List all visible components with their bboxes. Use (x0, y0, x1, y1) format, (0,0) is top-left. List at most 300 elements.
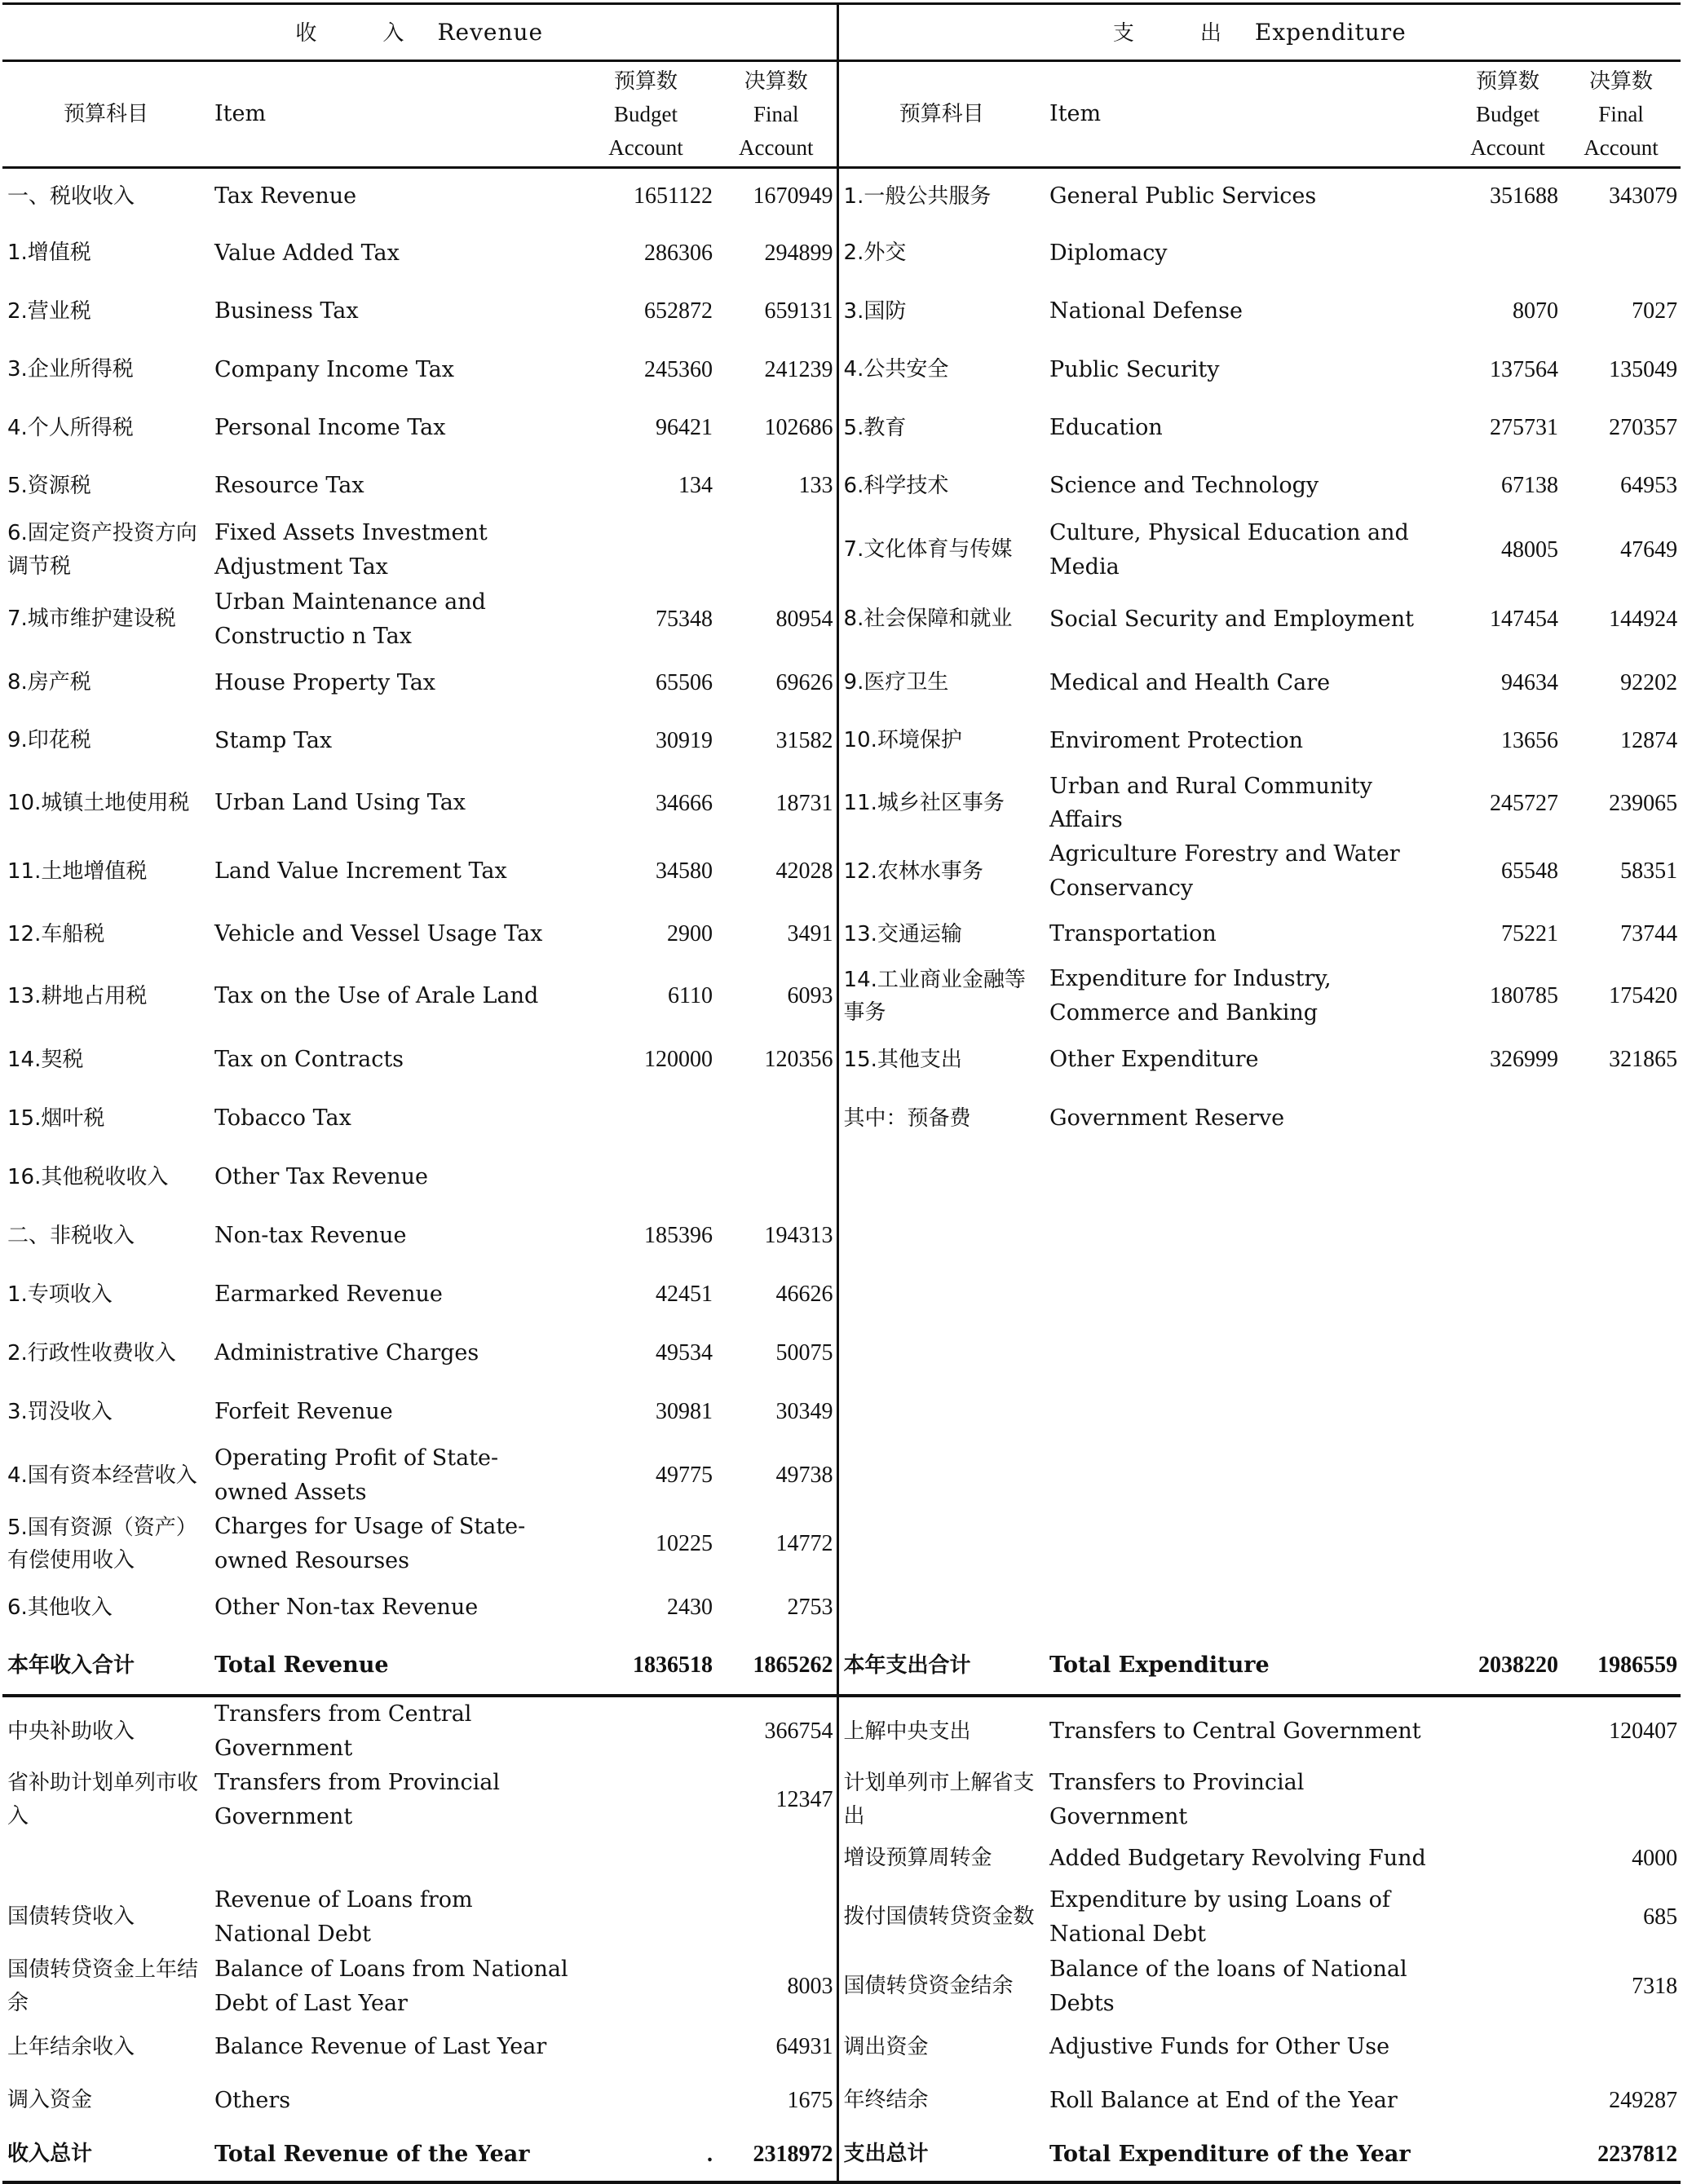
rev-budget: 75348 (656, 606, 713, 632)
exp-budget (1454, 1766, 1562, 1834)
exp-final: 64953 (1620, 473, 1678, 499)
exp-item-en: Medical and Health Care (1049, 669, 1331, 695)
rev-final: 2318972 (716, 2129, 837, 2182)
expenditure-col-budget (1454, 61, 1562, 168)
rev-budget: 49534 (656, 1340, 713, 1366)
exp-budget (1454, 1578, 1562, 1637)
exp-item-cn: 12.农林水事务 (843, 859, 983, 885)
exp-final: 1986559 (1562, 1637, 1681, 1696)
exp-budget (1454, 1952, 1562, 2022)
table-row (2, 1441, 1681, 1510)
rev-final: 42028 (716, 837, 837, 906)
exp-final (1562, 1207, 1681, 1265)
rev-item-en: Land Value Increment Tax (214, 858, 507, 885)
exp-item-cn: 7.文化体育与传媒 (843, 537, 1013, 563)
exp-item-en: Added Budgetary Revolving Fund (1049, 1845, 1426, 1871)
exp-item-cn: 5.教育 (843, 415, 907, 440)
exp-final: 4000 (1632, 1845, 1678, 1871)
rev-item-cn: 10.城镇土地使用税 (7, 791, 190, 816)
rev-item-cn: 8.房产税 (7, 670, 91, 695)
exp-budget: 67138 (1501, 473, 1559, 499)
exp-item-en: Science and Technology (1049, 473, 1319, 499)
exp-item-en: Diplomacy (1049, 240, 1168, 266)
rev-item-cn: 4.国有资本经营收入 (7, 1463, 197, 1489)
exp-item-en (1045, 1510, 1454, 1578)
exp-budget: 8070 (1513, 298, 1559, 324)
exp-item-en: Government Reserve (1049, 1105, 1285, 1132)
rev-item-en: House Property Tax (214, 669, 436, 695)
exp-final: 249287 (1609, 2087, 1678, 2113)
table-row (2, 837, 1681, 906)
exp-item-cn: 支出总计 (837, 2129, 1045, 2182)
revenue-col-final-en2: Account (739, 135, 814, 160)
exp-item-cn: 10.环境保护 (843, 728, 962, 753)
rev-final: 31582 (716, 713, 837, 770)
exp-item-en: Expenditure for Industry, Commerce and Banking (1049, 966, 1332, 1026)
rev-item-cn: 二、非税收入 (7, 1224, 135, 1249)
exp-final (1562, 224, 1681, 283)
exp-final: 73744 (1620, 920, 1678, 946)
rev-budget (576, 1883, 716, 1952)
rev-item-cn: 3.罚没收入 (7, 1400, 113, 1425)
exp-budget (1454, 1324, 1562, 1383)
exp-final: 47649 (1620, 536, 1678, 563)
exp-item-cn (837, 1324, 1045, 1383)
rev-budget: 30981 (656, 1399, 713, 1425)
exp-final: 2237812 (1562, 2129, 1681, 2182)
table-row (2, 1148, 1681, 1207)
rev-item-en: Charges for Usage of State-owned Resourses (214, 1514, 526, 1574)
revenue-col-budget (576, 61, 716, 168)
exp-item-en: Total Expenditure of the Year (1045, 2129, 1454, 2182)
rev-item-cn: 1.增值税 (7, 240, 91, 266)
transfer-row (2, 1834, 1681, 1883)
exp-final (1562, 1324, 1681, 1383)
rev-budget: 286306 (644, 240, 713, 266)
rev-final: 6093 (716, 962, 837, 1030)
table-row (2, 1265, 1681, 1324)
rev-budget: 34666 (656, 790, 713, 816)
exp-budget: 147454 (1490, 606, 1559, 632)
exp-item-cn: 国债转贷资金结余 (843, 1974, 1014, 1999)
rev-item-cn: 5.国有资源（资产）有偿使用收入 (7, 1515, 197, 1573)
rev-budget: 2900 (667, 920, 713, 946)
rev-item-cn: 省补助计划单列市收入 (7, 1771, 199, 1829)
table-row (2, 770, 1681, 838)
rev-budget (576, 1952, 716, 2022)
revenue-col-final-cn: 决算数 (744, 69, 808, 94)
exp-final: 120407 (1609, 1719, 1678, 1745)
rev-final: 659131 (716, 283, 837, 341)
exp-item-en: General Public Services (1049, 183, 1317, 209)
transfer-row (2, 2022, 1681, 2073)
rev-final: 30349 (716, 1383, 837, 1441)
rev-item-en: Other Non-tax Revenue (214, 1595, 479, 1621)
rev-item-en: Administrative Charges (214, 1340, 479, 1366)
exp-final (1562, 1383, 1681, 1441)
rev-final: 50075 (716, 1324, 837, 1383)
rev-item-cn: 6.其他收入 (7, 1595, 113, 1621)
expenditure-title-en: Expenditure (1254, 18, 1407, 46)
rev-budget: 2430 (667, 1595, 713, 1621)
rev-item-en: Business Tax (214, 298, 359, 324)
exp-item-cn: 调出资金 (843, 2034, 929, 2059)
rev-item-en: Tax on Contracts (214, 1047, 404, 1073)
rev-item-en: Revenue of Loans from National Debt (214, 1886, 473, 1947)
table-row (2, 713, 1681, 770)
exp-budget (1454, 224, 1562, 283)
exp-budget (1454, 1441, 1562, 1510)
rev-budget: 185396 (644, 1223, 713, 1249)
exp-item-cn: 9.医疗卫生 (843, 670, 949, 695)
rev-budget: 49775 (656, 1463, 713, 1489)
exp-item-cn: 8.社会保障和就业 (843, 607, 1013, 632)
rev-item-cn: 国债转贷收入 (7, 1904, 135, 1930)
exp-budget: 94634 (1501, 669, 1559, 695)
exp-final (1562, 1441, 1681, 1510)
rev-item-cn: 14.契税 (7, 1048, 84, 1073)
rev-final: 3491 (716, 906, 837, 962)
exp-item-en: Public Security (1049, 356, 1220, 382)
exp-item-en (1045, 1578, 1454, 1637)
rev-item-en: Tobacco Tax (214, 1105, 351, 1132)
exp-item-en: Social Security and Employment (1049, 606, 1414, 632)
revenue-col-final-en1: Final (753, 102, 799, 126)
exp-budget (1454, 1265, 1562, 1324)
table-row (2, 1383, 1681, 1441)
revenue-expenditure-table (2, 2, 1681, 2184)
table-row (2, 1510, 1681, 1578)
rev-item-en: Urban Maintenance and Constructio n Tax (214, 589, 486, 649)
rev-item-en: Transfers from Central Government (214, 1701, 472, 1762)
table-row (2, 457, 1681, 515)
table-row (2, 906, 1681, 962)
rev-item-en: Fixed Assets Investment Adjustment Tax (214, 519, 488, 580)
expenditure-col-final-en2: Account (1584, 135, 1659, 160)
rev-budget: 6110 (668, 983, 713, 1009)
exp-item-cn: 增设预算周转金 (843, 1846, 992, 1871)
table-row (2, 341, 1681, 399)
rev-budget: 34580 (656, 858, 713, 885)
rev-budget: 120000 (644, 1047, 713, 1073)
exp-item-cn (837, 1383, 1045, 1441)
rev-budget: 134 (678, 473, 713, 499)
exp-item-cn: 15.其他支出 (843, 1048, 962, 1073)
exp-final: 685 (1643, 1904, 1678, 1930)
revenue-col-item-cn: 预算科目 (2, 61, 210, 168)
table-row (2, 283, 1681, 341)
rev-item-en: Personal Income Tax (214, 415, 446, 441)
rev-item-en: Vehicle and Vessel Usage Tax (214, 920, 543, 946)
rev-item-cn: 12.车船税 (7, 921, 105, 946)
revenue-title-cn-1: 收 (295, 20, 318, 46)
rev-item-en: Tax on the Use of Arale Land (214, 983, 539, 1009)
rev-item-en: Others (214, 2087, 291, 2113)
expenditure-col-budget-en2: Account (1470, 135, 1545, 160)
rev-item-cn: 收入总计 (2, 2129, 210, 2182)
exp-item-en: Education (1049, 415, 1163, 441)
rev-final: 1670949 (716, 168, 837, 224)
rev-item-en: Company Income Tax (214, 356, 454, 382)
exp-final: 58351 (1620, 858, 1678, 885)
rev-item-en: Earmarked Revenue (214, 1282, 443, 1308)
rev-final: 8003 (716, 1952, 837, 2022)
rev-budget: 96421 (656, 415, 713, 441)
transfer-row (2, 2073, 1681, 2129)
grand-total-row (2, 2129, 1681, 2182)
expenditure-col-item-cn: 预算科目 (837, 61, 1045, 168)
rev-item-en: Resource Tax (214, 473, 364, 499)
exp-item-cn (837, 1578, 1045, 1637)
rev-item-en: Total Revenue of the Year (210, 2129, 576, 2182)
exp-item-en: Enviroment Protection (1049, 727, 1303, 753)
exp-final (1562, 1148, 1681, 1207)
rev-final: 46626 (716, 1265, 837, 1324)
exp-item-en: Other Expenditure (1049, 1047, 1259, 1073)
revenue-col-item-en: Item (210, 61, 576, 168)
exp-item-en: Transfers to Central Government (1049, 1719, 1421, 1745)
rev-item-cn: 调入资金 (7, 2088, 93, 2113)
exp-budget (1454, 1148, 1562, 1207)
table-row (2, 1578, 1681, 1637)
transfer-row (2, 1952, 1681, 2022)
exp-item-cn: 13.交通运输 (843, 921, 962, 946)
exp-item-cn: 年终结余 (843, 2088, 929, 2113)
rev-final (716, 1883, 837, 1952)
table-row (2, 654, 1681, 713)
exp-budget: 65548 (1501, 858, 1559, 885)
rev-item-cn: 7.城市维护建设税 (7, 607, 176, 632)
rev-item-cn: 一、税收收入 (7, 183, 135, 209)
rev-item-en: Non-tax Revenue (214, 1223, 407, 1249)
rev-final: 69626 (716, 654, 837, 713)
exp-item-en (1045, 1148, 1454, 1207)
rev-final: 64931 (716, 2022, 837, 2073)
expenditure-title-cn-1: 支 (1112, 20, 1135, 46)
rev-final: 294899 (716, 224, 837, 283)
table-row (2, 515, 1681, 585)
rev-final: 366754 (716, 1696, 837, 1766)
exp-item-en: National Defense (1049, 298, 1243, 324)
exp-item-en: Total Expenditure (1045, 1637, 1454, 1696)
revenue-col-budget-en2: Account (608, 135, 683, 160)
revenue-col-final (716, 61, 837, 168)
rev-item-cn: 3.企业所得税 (7, 357, 134, 382)
expenditure-col-budget-cn: 预算数 (1476, 69, 1540, 94)
rev-budget: 10225 (656, 1531, 713, 1557)
exp-item-cn (837, 1510, 1045, 1578)
expenditure-col-budget-en1: Budget (1476, 102, 1540, 126)
rev-item-cn: 11.土地增值税 (7, 859, 148, 885)
rev-item-en: Transfers from Provincial Government (214, 1769, 501, 1829)
exp-item-en: Expenditure by using Loans of National Debt (1049, 1886, 1390, 1947)
exp-final: 7318 (1632, 1973, 1678, 1999)
table-row (2, 1089, 1681, 1148)
rev-final: 2753 (716, 1578, 837, 1637)
table-row (2, 1324, 1681, 1383)
exp-final: 343079 (1609, 183, 1678, 210)
rev-final (716, 1089, 837, 1148)
exp-item-en (1045, 1265, 1454, 1324)
exp-item-cn (837, 1148, 1045, 1207)
rev-item-en: Balance of Loans from National Debt of Last Year (214, 1956, 568, 2016)
revenue-title-cn-2: 入 (382, 20, 405, 46)
rev-item-en: Stamp Tax (214, 727, 333, 753)
exp-item-cn: 11.城乡社区事务 (843, 791, 1005, 816)
rev-budget: 652872 (644, 298, 713, 324)
rev-item-en: Forfeit Revenue (214, 1399, 393, 1425)
exp-item-cn: 14.工业商业金融等事务 (843, 967, 1026, 1026)
table-row (2, 585, 1681, 654)
exp-budget: 180785 (1490, 983, 1559, 1009)
exp-budget: 275731 (1490, 415, 1559, 441)
rev-final: 194313 (716, 1207, 837, 1265)
exp-item-cn: 3.国防 (843, 298, 907, 324)
exp-item-cn: 其中：预备费 (843, 1106, 971, 1132)
table-row (2, 1207, 1681, 1265)
exp-item-en: Agriculture Forestry and Water Conservancy (1049, 841, 1400, 902)
exp-budget (1454, 2073, 1562, 2129)
transfer-row (2, 1766, 1681, 1834)
exp-item-cn: 1.一般公共服务 (843, 183, 992, 209)
rev-item-en: Operating Profit of State-owned Assets (214, 1445, 499, 1506)
exp-final (1562, 2022, 1681, 2073)
rev-budget (576, 1148, 716, 1207)
exp-item-en: Adjustive Funds for Other Use (1049, 2034, 1390, 2060)
exp-final: 175420 (1609, 983, 1678, 1009)
exp-final: 144924 (1609, 606, 1678, 632)
rev-item-en: Total Revenue (210, 1637, 576, 1696)
rev-item-en: Value Added Tax (214, 240, 400, 266)
transfer-row (2, 1883, 1681, 1952)
rev-item-en: Balance Revenue of Last Year (214, 2034, 547, 2060)
table-row (2, 962, 1681, 1030)
exp-item-cn (837, 1207, 1045, 1265)
rev-budget: 1651122 (634, 183, 713, 210)
rev-budget (576, 1766, 716, 1834)
exp-budget: 13656 (1501, 727, 1559, 753)
rev-final: 241239 (716, 341, 837, 399)
transfer-row (2, 1696, 1681, 1766)
rev-item-cn: 15.烟叶税 (7, 1106, 105, 1132)
exp-budget (1454, 1883, 1562, 1952)
rev-budget: 30919 (656, 727, 713, 753)
revenue-col-budget-cn: 预算数 (613, 69, 678, 94)
exp-final (1562, 1265, 1681, 1324)
rev-item-en: Urban Land Using Tax (214, 790, 466, 816)
revenue-col-budget-en1: Budget (614, 102, 678, 126)
column-header-row (2, 61, 1681, 168)
rev-final: 1675 (716, 2073, 837, 2129)
exp-final: 7027 (1632, 298, 1678, 324)
exp-item-en: Balance of the loans of National Debts (1049, 1956, 1407, 2016)
exp-budget (1454, 1207, 1562, 1265)
exp-budget: 48005 (1501, 536, 1559, 563)
exp-budget: 137564 (1490, 356, 1559, 382)
rev-budget: 65506 (656, 669, 713, 695)
rev-item-cn: 国债转贷资金上年结余 (7, 1957, 199, 2015)
exp-final: 321865 (1609, 1047, 1678, 1073)
rev-final: 14772 (716, 1510, 837, 1578)
expenditure-col-final-en1: Final (1598, 102, 1644, 126)
rev-budget: . (576, 2129, 716, 2182)
rev-item-cn: 上年结余收入 (7, 2034, 135, 2059)
revenue-title-en: Revenue (437, 18, 544, 46)
exp-item-en (1045, 1441, 1454, 1510)
section-title-row (2, 4, 1681, 61)
exp-final: 239065 (1609, 790, 1678, 816)
rev-final (716, 1148, 837, 1207)
exp-item-cn: 拨付国债转贷资金数 (843, 1904, 1035, 1930)
rev-budget: 1836518 (576, 1637, 716, 1696)
rev-item-cn: 1.专项收入 (7, 1282, 113, 1308)
rev-final: 18731 (716, 770, 837, 838)
exp-item-en: Culture, Physical Education and Media (1049, 519, 1409, 580)
rev-item-cn: 5.资源税 (7, 473, 91, 498)
exp-item-cn: 上解中央支出 (843, 1719, 971, 1744)
exp-budget: 2038220 (1454, 1637, 1562, 1696)
rev-budget (576, 2022, 716, 2073)
exp-budget (1454, 1696, 1562, 1766)
rev-budget (576, 515, 716, 585)
exp-budget (1454, 1834, 1562, 1883)
exp-budget (1454, 2022, 1562, 2073)
exp-final (1562, 1089, 1681, 1148)
rev-item-cn: 2.营业税 (7, 298, 91, 324)
expenditure-col-final (1562, 61, 1681, 168)
rev-final: 120356 (716, 1030, 837, 1089)
exp-item-en: Urban and Rural Community Affairs (1049, 773, 1372, 833)
exp-final (1562, 1766, 1681, 1834)
exp-item-cn (837, 1265, 1045, 1324)
rev-item-en: Other Tax Revenue (214, 1164, 428, 1190)
rev-budget: 245360 (644, 356, 713, 382)
rev-item-cn: 13.耕地占用税 (7, 984, 148, 1009)
rev-final: 80954 (716, 585, 837, 654)
rev-budget: 42451 (656, 1282, 713, 1308)
exp-final: 92202 (1620, 669, 1678, 695)
table-row (2, 399, 1681, 457)
expenditure-col-final-cn: 决算数 (1589, 69, 1654, 94)
exp-budget: 351688 (1490, 183, 1559, 210)
expenditure-section-title (837, 4, 1681, 61)
table-row (2, 168, 1681, 224)
exp-final (1562, 1578, 1681, 1637)
exp-item-en (1045, 1324, 1454, 1383)
rev-item-cn (2, 1834, 210, 1883)
rev-budget (576, 1696, 716, 1766)
exp-final: 12874 (1620, 727, 1678, 753)
rev-item-cn: 中央补助收入 (7, 1719, 135, 1744)
exp-final: 135049 (1609, 356, 1678, 382)
exp-budget (1454, 2129, 1562, 2182)
expenditure-col-item-en: Item (1045, 61, 1454, 168)
rev-item-cn: 本年收入合计 (2, 1637, 210, 1696)
rev-item-cn: 2.行政性收费收入 (7, 1341, 176, 1366)
exp-budget: 245727 (1490, 790, 1559, 816)
rev-final: 49738 (716, 1441, 837, 1510)
rev-budget (576, 2073, 716, 2129)
exp-item-cn (837, 1441, 1045, 1510)
exp-item-cn: 本年支出合计 (837, 1637, 1045, 1696)
rev-budget (576, 1089, 716, 1148)
exp-item-en: Transfers to Provincial Government (1049, 1769, 1305, 1829)
exp-item-cn: 6.科学技术 (843, 473, 949, 498)
exp-item-en: Transportation (1049, 920, 1217, 946)
exp-budget (1454, 1383, 1562, 1441)
exp-item-en: Roll Balance at End of the Year (1049, 2087, 1398, 2113)
rev-final (716, 1834, 837, 1883)
